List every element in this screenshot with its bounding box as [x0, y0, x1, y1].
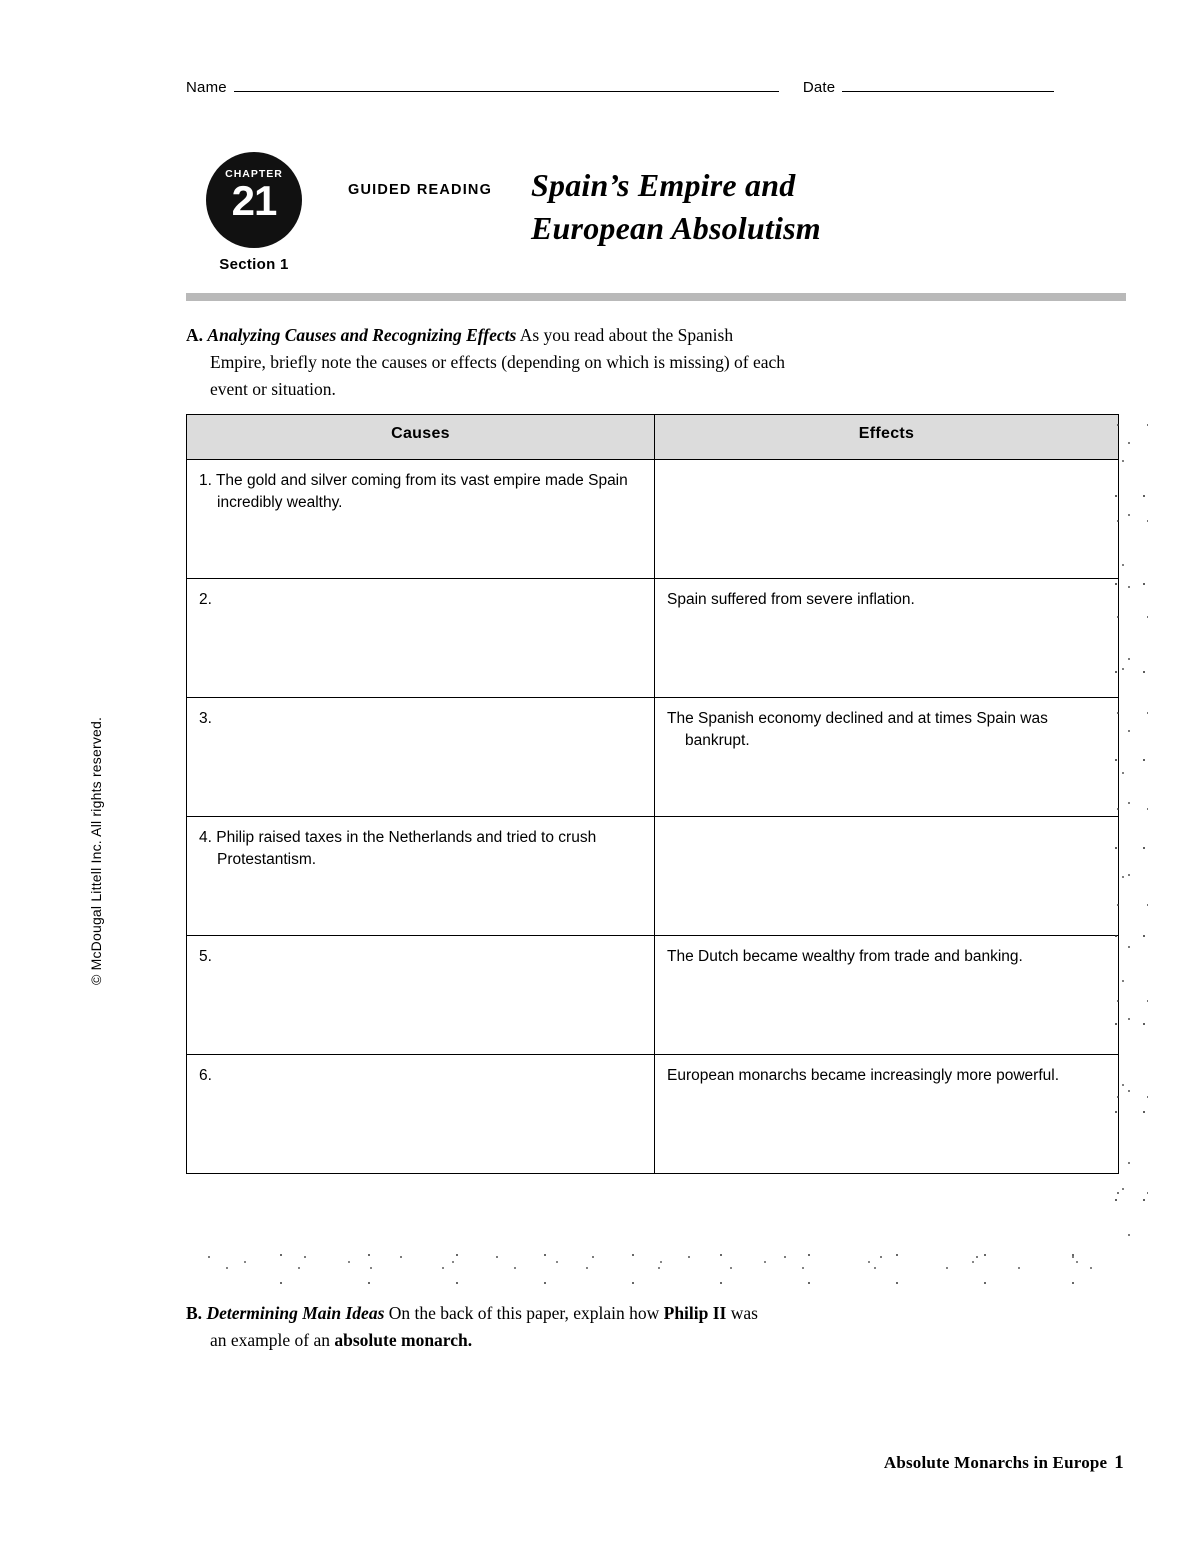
- footer-page-number: 1: [1114, 1452, 1124, 1473]
- effect-cell-6[interactable]: [655, 1055, 1119, 1174]
- table-row: [187, 579, 1119, 698]
- guided-reading-kicker: GUIDED READING: [348, 182, 493, 198]
- section-a-heading: Analyzing Causes and Recognizing Effects: [207, 325, 517, 345]
- page-title: [531, 164, 1131, 250]
- cause-text-4: 4. Philip raised taxes in the Netherlands and tried to crush Protestantism.: [199, 829, 597, 868]
- table-row: [187, 936, 1119, 1055]
- page-title-line-2: European Absolutism: [531, 210, 821, 246]
- cause-text-5: 5.: [199, 948, 212, 965]
- cause-text-2: 2.: [199, 591, 212, 608]
- scan-edge-speckle-right: [1112, 414, 1148, 1276]
- table-row: [187, 817, 1119, 936]
- cause-text-3: 3.: [199, 710, 212, 727]
- section-a-instructions-1: As you read about the Spanish: [519, 325, 734, 345]
- table-row: [187, 460, 1119, 579]
- effect-cell-1[interactable]: [655, 460, 1119, 579]
- causes-effects-table: [186, 414, 1118, 1174]
- table-row: [187, 698, 1119, 817]
- date-write-line[interactable]: [842, 78, 1054, 92]
- cause-text-1: 1. The gold and silver coming from its vast empire made Spain incredibly wealthy.: [199, 472, 628, 511]
- column-header-causes: Causes: [187, 415, 655, 460]
- scan-edge-speckle-bottom: [200, 1250, 1130, 1286]
- name-write-line[interactable]: [234, 78, 779, 92]
- footer-book-title: Absolute Monarchs in Europe: [883, 1453, 1108, 1472]
- chapter-number: 21: [231, 177, 277, 224]
- effect-text-2: Spain suffered from severe inflation.: [667, 591, 915, 608]
- section-a-instructions-2: Empire, briefly note the causes or effects (depending on which is missing) of each: [210, 352, 786, 372]
- name-label: Name: [186, 79, 227, 96]
- effect-cell-5[interactable]: [655, 936, 1119, 1055]
- effect-cell-3[interactable]: [655, 698, 1119, 817]
- section-b-heading: Determining Main Ideas: [206, 1303, 385, 1323]
- effect-text-6: European monarchs became increasingly more powerful.: [667, 1067, 1060, 1084]
- section-b: [186, 1300, 986, 1354]
- column-header-effects: Effects: [655, 415, 1119, 460]
- cause-cell-6[interactable]: [187, 1055, 655, 1174]
- cause-text-6: 6.: [199, 1067, 212, 1084]
- section-b-text-1: On the back of this paper, explain how: [388, 1303, 660, 1323]
- date-label: Date: [802, 79, 836, 96]
- cause-cell-5[interactable]: [187, 936, 655, 1055]
- section-a-instructions-3: event or situation.: [210, 379, 336, 399]
- cause-cell-3[interactable]: [187, 698, 655, 817]
- section-label: Section 1: [219, 256, 289, 273]
- cause-cell-2[interactable]: [187, 579, 655, 698]
- section-b-bold-absolute-monarch: absolute monarch.: [334, 1330, 473, 1350]
- effect-text-3: The Spanish economy declined and at times Spain was bankrupt.: [667, 710, 1048, 749]
- section-b-bold-philip: Philip II: [663, 1303, 727, 1323]
- section-a: [186, 322, 976, 403]
- chapter-badge: [198, 152, 310, 273]
- effect-cell-2[interactable]: [655, 579, 1119, 698]
- section-a-letter: A.: [186, 325, 204, 345]
- chapter-circle: [206, 152, 302, 248]
- page-footer: [884, 1452, 1124, 1474]
- table-row: [187, 1055, 1119, 1174]
- copyright-notice: © McDougal Littell Inc. All rights reserved.: [88, 716, 104, 985]
- effect-text-5: The Dutch became wealthy from trade and banking.: [667, 948, 1023, 965]
- cause-cell-1[interactable]: [187, 460, 655, 579]
- title-divider-bar: [186, 293, 1126, 301]
- effect-cell-4[interactable]: [655, 817, 1119, 936]
- section-b-line-2: [186, 1327, 986, 1354]
- section-b-text-3: an example of an: [210, 1330, 331, 1350]
- section-b-letter: B.: [186, 1303, 203, 1323]
- chapter-word: CHAPTER: [225, 168, 283, 180]
- page-title-line-1: Spain’s Empire and: [531, 167, 796, 203]
- cause-cell-4[interactable]: [187, 817, 655, 936]
- name-date-row: [186, 78, 1054, 96]
- section-b-text-2: was: [730, 1303, 758, 1323]
- table-header-row: [187, 415, 1119, 460]
